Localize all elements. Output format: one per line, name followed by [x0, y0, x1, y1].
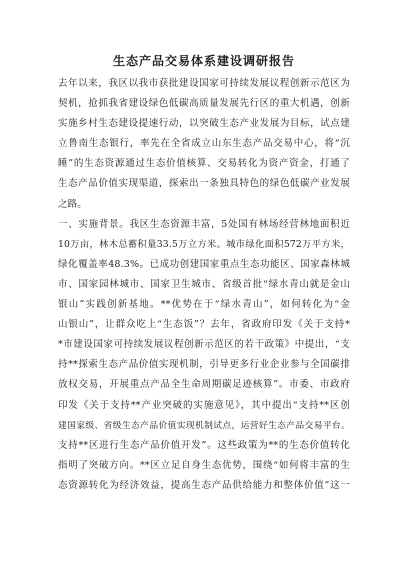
document-body: [58, 74, 350, 496]
paragraph-line: 态资源转化为经济效益，提高生态产品供给能力和整体价值”这一: [58, 479, 350, 491]
paragraph-line: 建国家级、省级生态产品价值实现机制试点，运营好生态产品交易平台。: [58, 420, 350, 431]
paragraph-line: 持**探索生态产品价值实现机制，引导更多行业企业参与全国碳排: [58, 359, 350, 371]
paragraph-line: 睡”的生态资源通过生态价值核算、交易转化为资产资金，打通了: [58, 158, 350, 170]
paragraph-line: 之路。: [58, 198, 87, 210]
paragraph-line: *市建设国家可持续发展议程创新示范区的若干政策》中提出，“支: [58, 339, 350, 351]
paragraph-line: 10万亩，林木总蓄积量33.5万立方米。城市绿化面积572万平方米，: [58, 238, 350, 250]
paragraph-line: 契机，抢抓我省建设绿色低碳高质量发展先行区的重大机遇，创新: [58, 98, 350, 110]
paragraph-line: 一、实施背景。我区生态资源丰富，5处国有林场经营林地面积近: [58, 218, 350, 230]
paragraph-line: 指明了突破方向。**区立足自身生态优势，围绕“如何将丰富的生: [58, 459, 350, 471]
paragraph-line: 去年以来，我区以我市获批建设国家可持续发展议程创新示范区为: [58, 78, 350, 89]
paragraph-line: 印发《关于支持**产业突破的实施意见》，其中提出“支持**区创: [58, 399, 350, 411]
paragraph-line: 实施乡村生态建设提速行动，以突破生态产业发展为目标，试点建: [58, 118, 350, 130]
paragraph-line: 山银山”，让群众吃上“生态饭”？去年，省政府印发《关于支持*: [58, 319, 350, 331]
paragraph-line: 银山”实践创新基地。**优势在于“绿水青山”，如何转化为“金: [58, 299, 350, 311]
paragraph-line: 立鲁南生态银行，率先在全省成立山东生态产品交易中心，将“沉: [58, 138, 350, 150]
paragraph-line: 放权交易，开展重点产品全生命周期碳足迹核算”。市委、市政府: [58, 379, 350, 391]
document-title: 生态产品交易体系建设调研报告: [112, 54, 295, 68]
paragraph-line: 生态产品价值实现渠道，探索出一条独具特色的绿色低碳产业发展: [58, 178, 350, 190]
paragraph-line: 支持**区进行生态产品价值开发”。这些政策为**的生态价值转化: [58, 439, 350, 451]
paragraph-line: 市、国家园林城市、国家卫生城市、省级首批“绿水青山就是金山: [58, 278, 350, 290]
paragraph-line: 绿化覆盖率48.3%。已成功创建国家重点生态功能区、国家森林城: [58, 258, 350, 270]
